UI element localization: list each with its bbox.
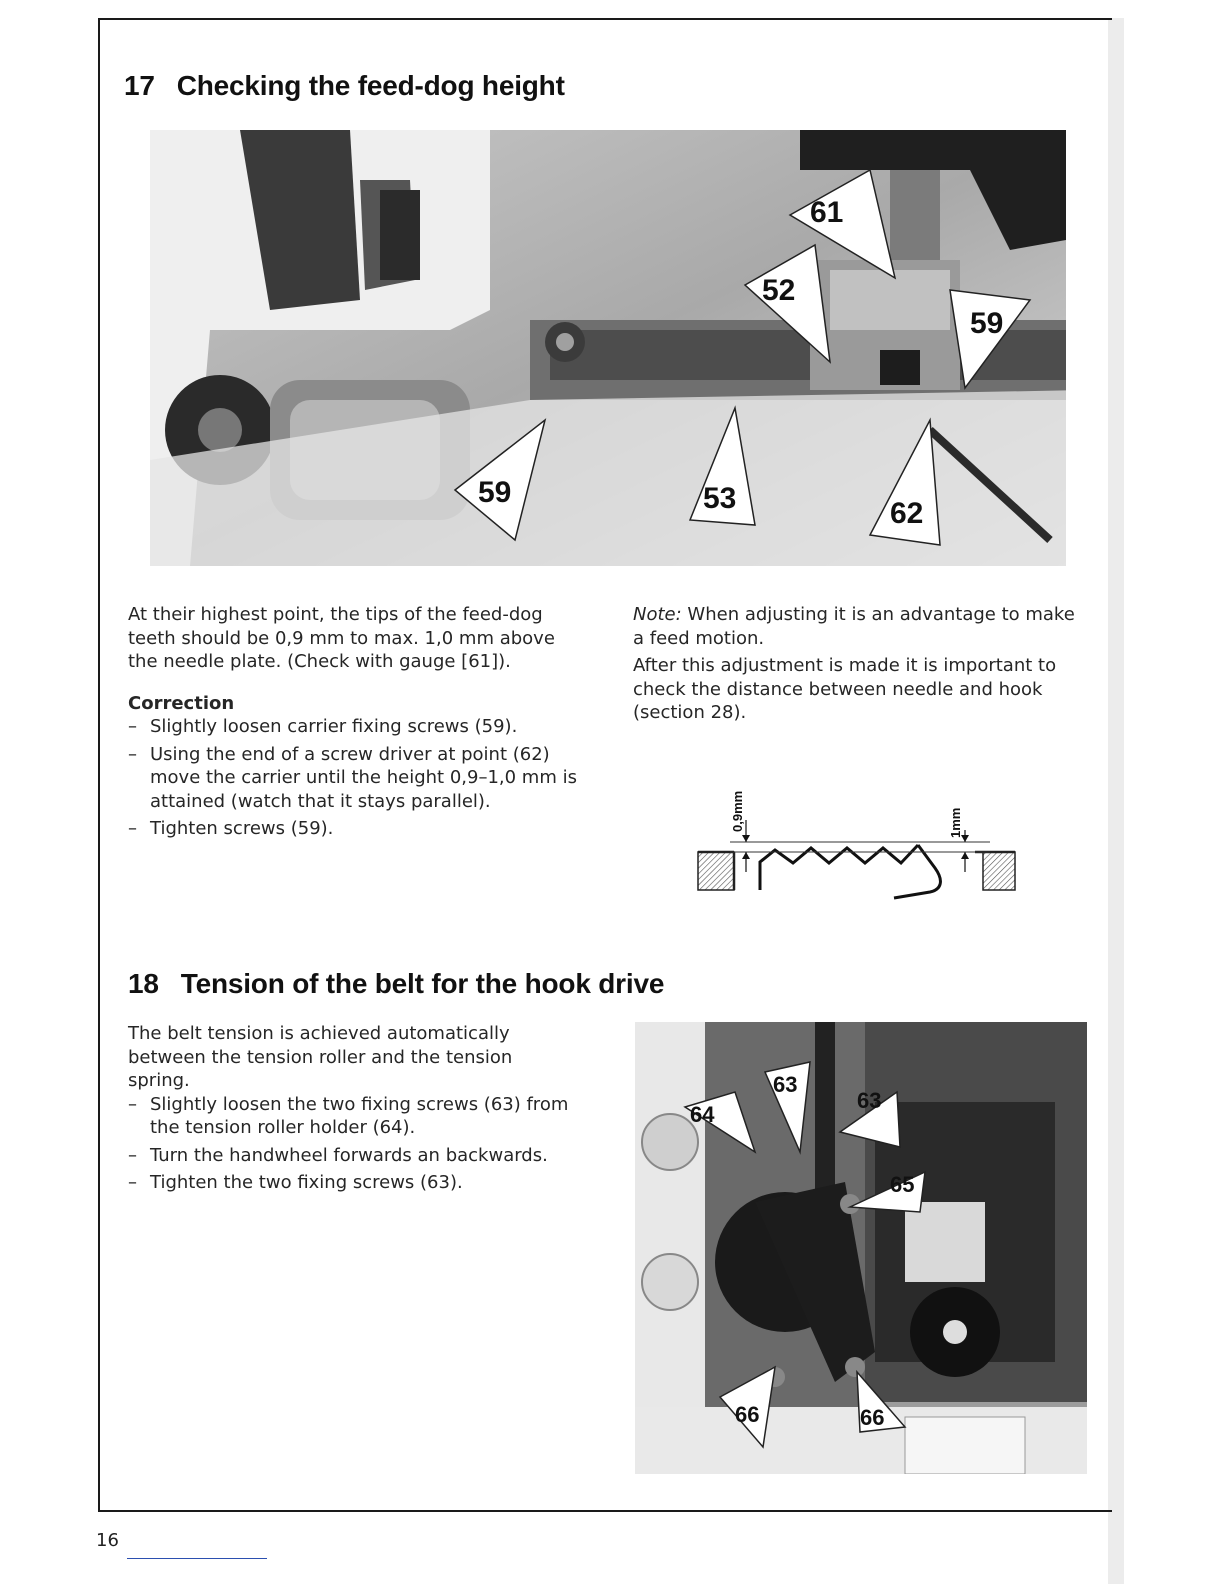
section-18-intro: The belt tension is achieved automatically between the tension roller and the tension spring. xyxy=(128,1023,513,1091)
diagram-label-0-9mm: 0,9mm xyxy=(730,790,745,832)
callout-66-left: 66 xyxy=(735,1402,760,1427)
correction-heading: Correction xyxy=(128,692,235,714)
section-18-title: Tension of the belt for the hook drive xyxy=(180,968,665,999)
tension-step: – Slightly loosen the two fixing screws (63) from the tension roller holder (64). xyxy=(128,1093,578,1140)
callout-53: 53 xyxy=(703,482,737,515)
correction-steps xyxy=(128,715,588,841)
callout-66-right: 66 xyxy=(860,1405,885,1430)
section-17-title: Checking the feed-dog height xyxy=(176,70,565,101)
after-note: After this adjustment is made it is important to check the distance between needle and hook (section 28). xyxy=(633,655,1057,723)
callout-52: 52 xyxy=(762,274,796,307)
callout-65: 65 xyxy=(890,1172,915,1197)
correction-step: – Slightly loosen carrier fixing screws (59). xyxy=(128,715,588,739)
callout-63-right: 63 xyxy=(857,1088,882,1113)
footer-line xyxy=(127,1558,267,1559)
callout-59-left: 59 xyxy=(478,476,512,509)
note-text: When adjusting it is an advantage to make a feed motion. xyxy=(633,604,1075,649)
section-18-heading xyxy=(128,968,664,1000)
section-17-left-column xyxy=(128,603,588,845)
section-17-heading xyxy=(124,70,565,102)
note-label: Note: xyxy=(633,604,682,625)
section-17-right-column xyxy=(633,603,1083,725)
hook-drive-photo xyxy=(635,1022,1087,1474)
section-17-intro: At their highest point, the tips of the feed-dog teeth should be 0,9 mm to max. 1,0 mm above the needle plate. (Check with gauge [61]). xyxy=(128,604,555,672)
section-18-number: 18 xyxy=(128,968,159,999)
callout-62: 62 xyxy=(890,497,924,530)
callout-63-left: 63 xyxy=(773,1072,798,1097)
callout-64: 64 xyxy=(690,1102,715,1127)
callout-61: 61 xyxy=(810,196,844,229)
correction-step: – Using the end of a screw driver at point (62) move the carrier until the height 0,9–1,0 mm is attained (watch that it stays parallel). xyxy=(128,743,588,814)
correction-step: – Tighten screws (59). xyxy=(128,817,588,841)
tension-step: – Tighten the two fixing screws (63). xyxy=(128,1171,578,1195)
diagram-label-1mm: 1mm xyxy=(948,807,963,838)
feed-dog-photo xyxy=(150,130,1066,566)
tension-step: – Turn the handwheel forwards an backwards. xyxy=(128,1144,578,1168)
section-18-text xyxy=(128,1022,578,1199)
callout-59-right: 59 xyxy=(970,307,1004,340)
feed-dog-height-diagram xyxy=(690,780,1030,905)
section-17-number: 17 xyxy=(124,70,155,101)
page-number: 16 xyxy=(96,1530,119,1551)
section-18-steps xyxy=(128,1093,578,1195)
note-paragraph xyxy=(633,603,1083,650)
